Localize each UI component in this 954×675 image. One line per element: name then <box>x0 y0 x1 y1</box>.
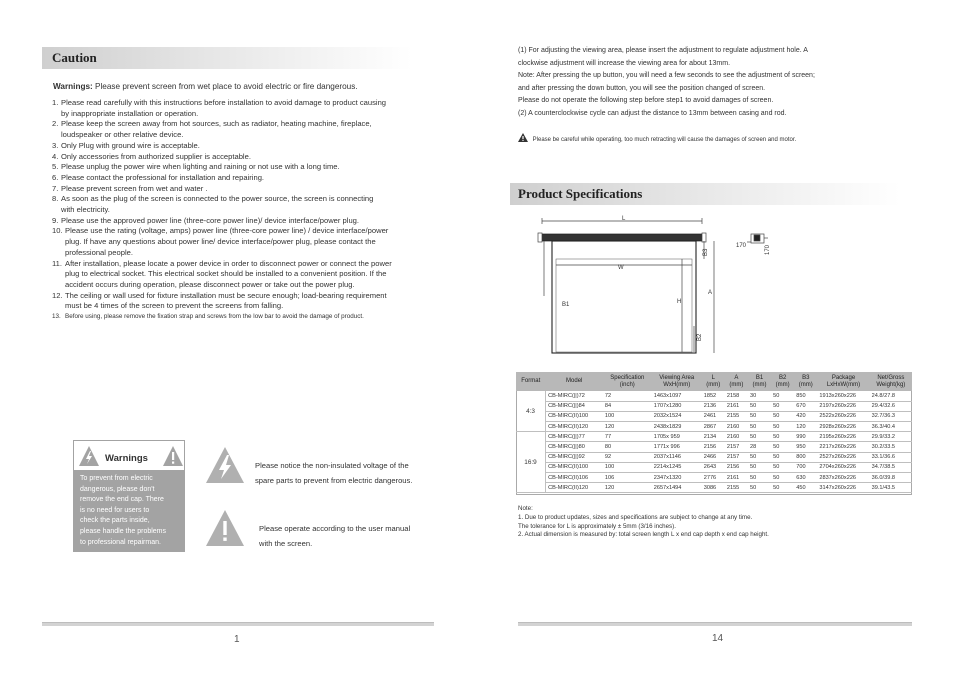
spec-cell: 2928x260x226 <box>817 422 869 432</box>
caution-item-number: 5. <box>52 162 59 172</box>
spec-cell: 2161 <box>725 401 748 411</box>
caution-item-number: 8. <box>52 194 59 204</box>
spec-cell: 1771x 996 <box>652 442 702 452</box>
spec-cell: 2156 <box>702 442 725 452</box>
spec-header-text: LxHxW(mm) <box>826 381 861 388</box>
caution-item-line: As soon as the plug of the screen is connected to the power source, the screen is connecting <box>61 194 374 204</box>
spec-cell: 2643 <box>702 462 725 472</box>
spec-header-text: (mm) <box>752 381 767 388</box>
right-page-number: 14 <box>712 633 724 644</box>
caution-list <box>52 98 422 323</box>
spec-cell: 50 <box>748 483 771 493</box>
spec-header-cell <box>702 372 725 391</box>
spec-cell: 2134 <box>702 432 725 442</box>
warnings-box-line: check the parts inside, <box>80 517 150 525</box>
caution-item-line: plug to electrical socket. This electrical socket should be installed to a convenient position. If the <box>65 269 387 279</box>
spec-note-line: 2. Actual dimension is measured by: total screen length L x end cap depth x end cap height. <box>518 531 769 539</box>
spec-header-cell <box>748 372 771 391</box>
caution-item <box>52 98 422 119</box>
spec-cell: 2155 <box>725 483 748 493</box>
spec-cell: 84 <box>603 401 652 411</box>
caution-item-line: Please use the approved power line (three-core power line)/ device interface/power plug. <box>61 215 360 225</box>
spec-cell: 2438x1829 <box>652 422 702 432</box>
caution-item-number: 4. <box>52 151 59 161</box>
spec-cell: 2527x260x226 <box>817 452 869 462</box>
spec-cell: 1705x 959 <box>652 432 702 442</box>
spec-cell: 50 <box>771 452 794 462</box>
caution-item-line: Please keep the screen away from hot sources, such as radiator, heating machine, fireplace, <box>61 119 372 129</box>
spec-cell: 2155 <box>725 411 748 421</box>
spec-cell: 2657x1494 <box>652 483 702 493</box>
spec-cell: 2347x1320 <box>652 473 702 483</box>
spec-header-cell <box>817 372 869 391</box>
warnings-box-header <box>73 440 185 471</box>
caution-title: Caution <box>52 50 97 65</box>
spec-cell: 2156 <box>725 462 748 472</box>
voltage-notice <box>255 458 412 488</box>
motor-caution-text: Please be careful while operating, too much retracting will cause the damages of screen and motor. <box>532 137 797 143</box>
spec-header-cell <box>652 372 702 391</box>
spec-cell: 29.4/32.6 <box>870 401 912 411</box>
caution-item-line: professional people. <box>65 247 133 257</box>
label-H: H <box>677 299 682 305</box>
exclamation-hazard-icon <box>205 509 245 547</box>
spec-header-text: Specification <box>610 374 645 381</box>
spec-cell: 92 <box>603 452 652 462</box>
adjustment-line: Please do not operate the following step before step1 to avoid damages of screen. <box>518 97 774 105</box>
caution-item-line: Only Plug with ground wire is acceptable. <box>61 140 200 150</box>
spec-cell: 2157 <box>725 442 748 452</box>
spec-table-body <box>516 391 912 493</box>
spec-cell: 2160 <box>725 422 748 432</box>
spec-cell: 670 <box>794 401 817 411</box>
spec-cell: 2217x260x226 <box>817 442 869 452</box>
label-B3: B3 <box>703 248 709 256</box>
spec-header-text: Format <box>521 378 541 384</box>
spec-cell: 1463x1097 <box>652 391 702 401</box>
spec-header-text: Model <box>566 378 583 384</box>
spec-row <box>516 401 912 411</box>
spec-cell: 50 <box>748 462 771 472</box>
spec-header-cell <box>794 372 817 391</box>
wet-warning <box>53 82 358 91</box>
spec-row <box>516 452 912 462</box>
spec-header-text: (mm) <box>775 381 790 388</box>
caution-item <box>52 173 422 184</box>
spec-cell: 450 <box>794 483 817 493</box>
spec-cell: 50 <box>771 391 794 401</box>
spec-cell: 120 <box>603 422 652 432</box>
spec-cell: 36.3/40.4 <box>870 422 912 432</box>
spec-header-cell <box>870 372 912 391</box>
warnings-box-line: To prevent from electric <box>80 475 153 482</box>
spec-header-text: (mm) <box>706 381 721 388</box>
spec-cell: 36.0/39.8 <box>870 473 912 483</box>
spec-header-text: B3 <box>802 374 810 381</box>
adjustment-line: (2) A counterclockwise cycle can adjust the distance to 13mm between casing and rod. <box>518 109 787 117</box>
warnings-box-line: is no need for users to <box>80 506 150 514</box>
spec-table-header <box>516 372 912 391</box>
spec-cell: 850 <box>794 391 817 401</box>
spec-cell: 50 <box>771 442 794 452</box>
spec-cell: 800 <box>794 452 817 462</box>
caution-item-line: by inappropriate installation or operation. <box>61 108 199 118</box>
spec-note-line: Note: <box>518 505 533 512</box>
caution-item-line: loudspeaker or other relative device. <box>61 130 184 140</box>
spec-row <box>516 462 912 472</box>
spec-cell: 2136 <box>702 401 725 411</box>
warnings-box-line: dangerous, please don't <box>80 485 155 493</box>
spec-cell: 120 <box>794 422 817 432</box>
spec-header-text: Viewing Area <box>659 374 695 381</box>
spec-cell: 2197x260x226 <box>817 401 869 411</box>
voltage-notice-line: Please notice the non-insulated voltage of the <box>255 461 409 470</box>
spec-cell: CB-MIRC(II)120 <box>546 483 603 493</box>
spec-cell: 2157 <box>725 452 748 462</box>
spec-notes <box>518 505 769 540</box>
spec-header-cell <box>546 372 603 391</box>
spec-cell: 2032x1524 <box>652 411 702 421</box>
spec-note-line: The tolerance for L is approximately ± 5mm (3/16 inches). <box>518 522 676 530</box>
spec-header-cell <box>725 372 748 391</box>
caution-item-number: 11. <box>52 258 62 268</box>
spec-cell: 50 <box>748 401 771 411</box>
spec-header-text: L <box>711 374 715 381</box>
spec-cell: 100 <box>603 411 652 421</box>
caution-item-line: Please unplug the power wire when lighting and raining or not use with a long time. <box>61 162 340 172</box>
warnings-box-line: remove the end cap. There <box>80 496 164 504</box>
spec-cell: 2466 <box>702 452 725 462</box>
spec-cell: 2867 <box>702 422 725 432</box>
adjustment-line: (1) For adjusting the viewing area, please insert the adjustment to regulate adjustment hole. A <box>518 47 808 54</box>
caution-item <box>52 259 422 291</box>
adjustment-line: clockwise adjustment will increase the viewing area for about 13mm. <box>518 59 731 67</box>
caution-item <box>52 216 422 227</box>
spec-cell: 1707x1280 <box>652 401 702 411</box>
spec-cell: 2160 <box>725 432 748 442</box>
spec-cell: 50 <box>748 473 771 483</box>
spec-header-cell <box>516 372 546 391</box>
caution-item-line: The ceiling or wall used for fixture installation must be secure enough; load-bearing requirement <box>65 290 387 300</box>
spec-cell: 30.2/33.5 <box>870 442 912 452</box>
spec-cell: CB-MIRC(II)106 <box>546 473 603 483</box>
caution-item-number: 1. <box>52 98 59 107</box>
spec-cell: 32.7/36.3 <box>870 411 912 421</box>
spec-header-text: B1 <box>755 374 764 381</box>
caution-item-number: 6. <box>52 172 59 182</box>
spec-row <box>516 391 912 401</box>
spec-row <box>516 483 912 493</box>
caution-item-line: Only accessories from authorized supplier is acceptable. <box>61 151 251 161</box>
spec-cell: 2461 <box>702 411 725 421</box>
spec-header-text: (inch) <box>619 381 635 388</box>
spec-cell: CB-MIRC(||)72 <box>546 391 603 401</box>
spec-cell: 50 <box>771 483 794 493</box>
spec-cell: 50 <box>748 452 771 462</box>
spec-cell: 2161 <box>725 473 748 483</box>
warnings-box-line: to professional repairman. <box>80 538 161 546</box>
voltage-notice-line: spare parts to prevent from electric dangerous. <box>255 476 413 485</box>
spec-cell: 50 <box>771 411 794 421</box>
spec-cell: CB-MIRC(II)100 <box>546 462 603 472</box>
spec-cell: 50 <box>748 432 771 442</box>
spec-cell: 3147x260x226 <box>817 483 869 493</box>
spec-cell: 50 <box>771 473 794 483</box>
caution-item-line: Please contact the professional for installation and repairing. <box>61 172 265 182</box>
spec-cell: 33.1/36.6 <box>870 452 912 462</box>
spec-header-text: B2 <box>778 374 787 381</box>
caution-item-number: 9. <box>52 215 59 225</box>
spec-cell: 420 <box>794 411 817 421</box>
spec-cell: 106 <box>603 473 652 483</box>
spec-table <box>516 372 912 493</box>
exclamation-warning-icon <box>162 445 184 467</box>
spec-cell: 50 <box>748 422 771 432</box>
spec-cell: 120 <box>603 483 652 493</box>
warning-text: Please prevent screen from wet place to avoid electric or fire dangerous. <box>95 82 358 91</box>
spec-cell: 2195x260x226 <box>817 432 869 442</box>
spec-cell: 2776 <box>702 473 725 483</box>
adjustment-line: and after pressing the down button, you will see the position changed of screen. <box>518 84 766 92</box>
caution-header <box>42 47 412 69</box>
spec-header-text: (mm) <box>798 381 813 388</box>
caution-item-line: Please prevent screen from wet and water . <box>61 183 208 193</box>
spec-cell: CB-MIRC(II)120 <box>546 422 603 432</box>
spec-row <box>516 411 912 421</box>
spec-cell: CB-MIRC(||)84 <box>546 401 603 411</box>
caution-item-line: Please read carefully with this instructions before installation to avoid damage to product causing <box>61 98 387 107</box>
screen-dimension-diagram <box>536 214 776 356</box>
caution-item-line: plug. If have any questions about power line/ device interface/power plug, please contact the <box>65 237 376 247</box>
caution-item-line: Before using, please remove the fixation strap and screws from the low bar to avoid the damage of product. <box>65 313 364 321</box>
spec-cell: 80 <box>603 442 652 452</box>
label-170-vertical: 170 <box>765 244 771 255</box>
right-footer-rule <box>518 622 912 626</box>
label-A: A <box>708 290 713 296</box>
spec-cell: 72 <box>603 391 652 401</box>
spec-cell: 34.7/38.5 <box>870 462 912 472</box>
label-W: W <box>618 265 624 271</box>
caution-item-number: 2. <box>52 119 59 129</box>
spec-row <box>516 473 912 483</box>
spec-title: Product Specifications <box>518 186 643 201</box>
spec-cell: 3086 <box>702 483 725 493</box>
spec-cell: 50 <box>771 401 794 411</box>
caution-item-number: 12. <box>52 290 63 300</box>
spec-cell: 24.8/27.8 <box>870 391 912 401</box>
label-170: 170 <box>736 243 747 249</box>
spec-note-line: 1. Due to product updates, sizes and specifications are subject to change at any time. <box>518 513 753 521</box>
warnings-box-text <box>80 474 182 548</box>
caution-triangle-icon <box>518 133 528 142</box>
spec-cell: 1913x260x226 <box>817 391 869 401</box>
spec-header-text: Weight(kg) <box>876 381 906 388</box>
spec-cell: 77 <box>603 432 652 442</box>
spec-header-text: (mm) <box>729 381 744 388</box>
caution-item-number: 7. <box>52 183 59 193</box>
left-footer-rule <box>42 622 434 626</box>
lightning-hazard-icon <box>205 446 245 484</box>
spec-cell: 1852 <box>702 391 725 401</box>
manual-notice-line: with the screen. <box>259 539 313 548</box>
warnings-box <box>73 440 185 552</box>
spec-cell: 50 <box>771 432 794 442</box>
spec-cell: 2522x260x226 <box>817 411 869 421</box>
spec-row <box>516 422 912 432</box>
spec-cell: CB-MIRC(||)92 <box>546 452 603 462</box>
spec-cell: CB-MIRC(II)100 <box>546 411 603 421</box>
spec-cell: 2158 <box>725 391 748 401</box>
warning-label: Warnings: <box>53 82 93 91</box>
caution-item-number: 13. <box>52 313 61 321</box>
spec-cell: 950 <box>794 442 817 452</box>
left-page-number: 1 <box>234 634 240 645</box>
caution-item-line: accident occurs during operation, please disconnect power or take out the power plug. <box>65 279 355 289</box>
spec-header <box>510 183 900 205</box>
spec-cell: 700 <box>794 462 817 472</box>
spec-cell: 2704x260x226 <box>817 462 869 472</box>
spec-cell: CB-MIRC(||)77 <box>546 432 603 442</box>
spec-header-text: Package <box>831 374 856 381</box>
spec-header-text: A <box>734 374 739 381</box>
caution-item-number: 3. <box>52 140 59 150</box>
lightning-warning-icon <box>78 445 100 467</box>
label-L: L <box>622 216 626 222</box>
manual-notice-line: Please operate according to the user manual <box>259 524 411 533</box>
spec-header-text: Net/Gross <box>877 374 905 381</box>
label-B1: B1 <box>562 302 570 308</box>
spec-format-cell: 16:9 <box>516 432 546 493</box>
spec-cell: 39.1/43.5 <box>870 483 912 493</box>
spec-header-text: WxH(mm) <box>663 381 691 388</box>
spec-cell: 100 <box>603 462 652 472</box>
manual-notice <box>259 521 410 551</box>
caution-item <box>52 162 422 173</box>
adjustment-line: Note: After pressing the up button, you will need a few seconds to see the adjustment of screen; <box>518 72 815 80</box>
spec-cell: 2837x260x226 <box>817 473 869 483</box>
spec-cell: 50 <box>771 462 794 472</box>
warnings-box-title: Warnings <box>105 453 148 464</box>
caution-item-line: Please use the rating (voltage, amps) power line (three-core power line) / device interface/power <box>65 226 389 236</box>
spec-cell: CB-MIRC(||)80 <box>546 442 603 452</box>
caution-item <box>52 226 422 258</box>
caution-item <box>52 194 422 215</box>
caution-item <box>52 152 422 163</box>
spec-row <box>516 432 912 442</box>
caution-item <box>52 291 422 312</box>
caution-item <box>52 119 422 140</box>
spec-cell: 28 <box>748 442 771 452</box>
motor-caution <box>518 133 796 147</box>
spec-cell: 990 <box>794 432 817 442</box>
adjustment-instructions <box>518 45 815 121</box>
spec-cell: 630 <box>794 473 817 483</box>
spec-header-cell <box>771 372 794 391</box>
caution-item <box>52 184 422 195</box>
spec-format-cell: 4:3 <box>516 391 546 432</box>
caution-item-number: 10. <box>52 226 63 236</box>
spec-cell: 29.9/33.2 <box>870 432 912 442</box>
caution-item <box>52 312 422 323</box>
spec-header-cell <box>603 372 652 391</box>
spec-cell: 2037x1146 <box>652 452 702 462</box>
caution-item-line: with electricity. <box>61 205 110 215</box>
caution-item <box>52 141 422 152</box>
spec-row <box>516 442 912 452</box>
caution-item-line: must be 4 times of the screen to prevent the screens from falling. <box>65 301 284 311</box>
spec-cell: 2214x1245 <box>652 462 702 472</box>
label-B2: B2 <box>697 333 703 341</box>
warnings-box-line: please handle the problems <box>80 527 167 535</box>
spec-cell: 50 <box>771 422 794 432</box>
spec-cell: 30 <box>748 391 771 401</box>
spec-cell: 50 <box>748 411 771 421</box>
caution-item-line: After installation, please locate a power device in order to disconnect power or connect the power <box>65 258 392 268</box>
